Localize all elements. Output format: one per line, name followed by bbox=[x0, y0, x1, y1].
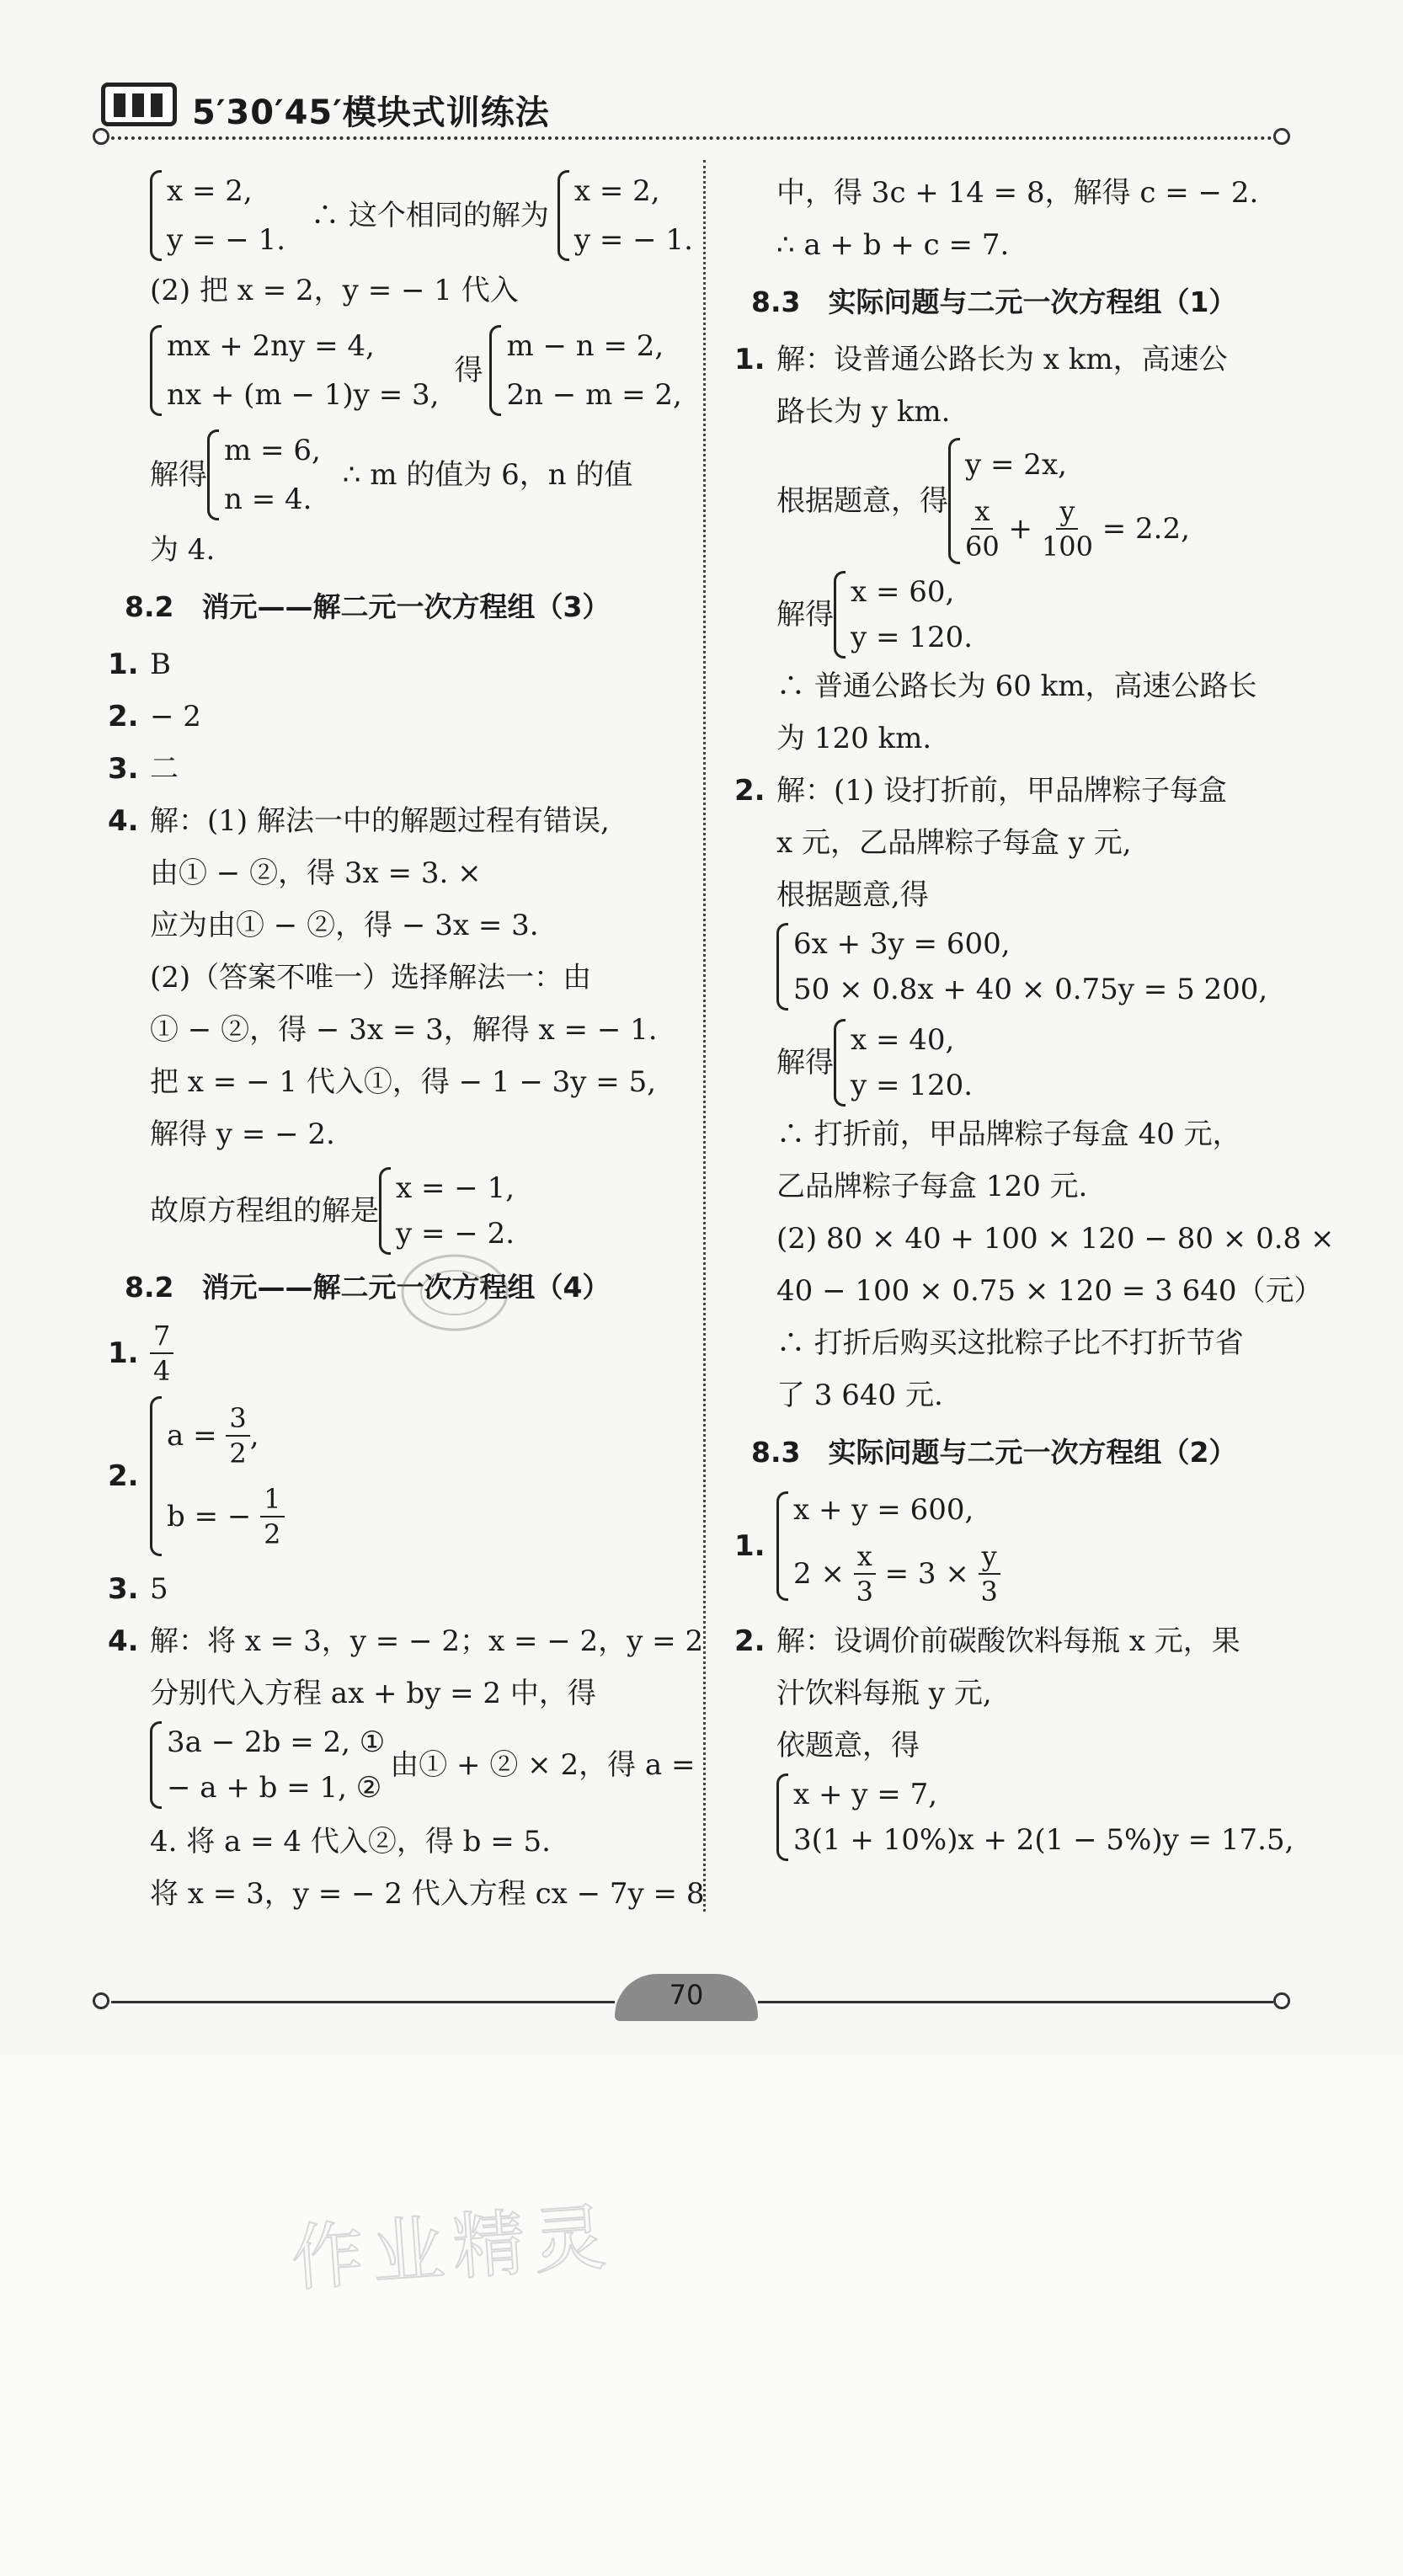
answer-item: 2. a = $\frac{3}{2}$ , b = − $\frac{1}{2}$ bbox=[108, 1396, 697, 1556]
equation-system: m − n = 2, 2n − m = 2, bbox=[489, 322, 681, 419]
answer-text: ∴ m 的值为 6，n 的值 bbox=[342, 458, 633, 492]
section-heading: 8.2 消元——解二元一次方程组（4） bbox=[125, 1271, 611, 1304]
equation-system: a = $\frac{3}{2}$ , b = − $\frac{1}{2}$ bbox=[150, 1396, 285, 1556]
answer-line: (2)（答案不唯一）选择解法一：由 bbox=[150, 961, 592, 995]
footer-circle-right bbox=[1273, 1992, 1290, 2009]
equation-system: y = 2x, $\frac{x}{60}$ + $\frac{y}{100}$ = 2.2, bbox=[948, 438, 1190, 564]
answer-item: 2. 解：(1) 设打折前，甲品牌粽子每盒 bbox=[734, 774, 1227, 808]
header-dotted-line bbox=[111, 136, 1286, 140]
answer-line bbox=[108, 426, 697, 524]
answer-line: 中，得 3c + 14 = 8，解得 c = − 2. bbox=[776, 176, 1259, 210]
answer-item: 4. 解：(1) 解法一中的解题过程有错误, bbox=[108, 804, 610, 838]
answer-text: 解得 bbox=[776, 1046, 834, 1080]
equation-system: x + y = 600, 2 × $\frac{x}{3}$ = 3 × $\frac{y}{3}$ bbox=[776, 1484, 1000, 1608]
answer-line: 汁饮料每瓶 y 元, bbox=[776, 1677, 992, 1710]
equation-system: x = − 1, y = − 2. bbox=[379, 1165, 515, 1256]
answer-item: 1. x + y = 600, 2 × $\frac{x}{3}$ = 3 × $\frac{y}{3}$ bbox=[734, 1484, 1324, 1608]
answer-line: 了 3 640 元. bbox=[776, 1379, 943, 1412]
answer-text: ∴ 这个相同的解为 bbox=[311, 199, 549, 232]
page-number: 70 bbox=[669, 1979, 704, 2011]
answer-line: (2) 80 × 40 + 100 × 120 − 80 × 0.8 × bbox=[776, 1222, 1335, 1256]
left-column bbox=[108, 167, 705, 1920]
header-title: 5′30′45′模块式训练法 bbox=[192, 93, 550, 132]
answer-line: 4. 将 a = 4 代入②，得 b = 5. bbox=[150, 1825, 551, 1859]
answer-line: 依题意，得 bbox=[776, 1729, 920, 1763]
column-divider bbox=[703, 160, 706, 1912]
answer-line: 解得 y = − 2. bbox=[150, 1117, 335, 1151]
answer-line bbox=[734, 569, 1324, 660]
answer-line: 分别代入方程 ax + by = 2 中，得 bbox=[150, 1677, 596, 1710]
answer-line: 为 4. bbox=[150, 533, 216, 567]
answer-line: ∴ 打折后购买这批粽子比不打折节省 bbox=[776, 1326, 1244, 1360]
answer-line: 乙品牌粽子每盒 120 元. bbox=[776, 1170, 1088, 1203]
answer-line bbox=[734, 438, 1324, 564]
page-header bbox=[101, 74, 1297, 141]
equation-system: x + y = 7, 3(1 + 10%)x + 2(1 − 5%)y = 17.5, bbox=[776, 1772, 1294, 1863]
section-heading: 8.2 消元——解二元一次方程组（3） bbox=[125, 590, 611, 623]
section-heading: 8.3 实际问题与二元一次方程组（1） bbox=[751, 285, 1237, 318]
footer-line-right bbox=[758, 2001, 1273, 2003]
header-circle-left bbox=[93, 128, 109, 145]
book-logo-icon bbox=[101, 83, 177, 126]
answer-text: 由① + ② × 2，得 a = bbox=[390, 1748, 696, 1782]
equation-system: x = 2, y = − 1. bbox=[150, 167, 285, 264]
answer-text: 故原方程组的解是 bbox=[150, 1194, 379, 1228]
section-heading: 8.3 实际问题与二元一次方程组（2） bbox=[751, 1436, 1237, 1469]
answer-text: 根据题意，得 bbox=[776, 484, 948, 518]
footer-line-left bbox=[111, 2001, 615, 2003]
answer-line: ∴ 普通公路长为 60 km，高速公路长 bbox=[776, 669, 1257, 703]
answer-item: 1. 解：设普通公路长为 x km，高速公 bbox=[734, 343, 1228, 376]
answer-line: 路长为 y km. bbox=[776, 395, 951, 429]
answer-line bbox=[108, 322, 697, 419]
equation-system: x = 60, y = 120. bbox=[834, 569, 973, 660]
answer-line bbox=[108, 167, 697, 264]
answer-text: 得 bbox=[454, 354, 483, 387]
answer-line: x 元，乙品牌粽子每盒 y 元, bbox=[776, 826, 1132, 860]
answer-line: 为 120 km. bbox=[776, 722, 932, 755]
answer-line: (2) 把 x = 2，y = − 1 代入 bbox=[150, 274, 519, 307]
answer-line: 把 x = − 1 代入①，得 − 1 − 3y = 5, bbox=[150, 1065, 657, 1099]
answer-item: 4. 解：将 x = 3，y = − 2；x = − 2，y = 2 bbox=[108, 1624, 704, 1658]
answer-line bbox=[734, 1017, 1324, 1108]
answer-item: 1. $\frac{7}{4}$ bbox=[108, 1319, 697, 1388]
answer-line: 根据题意,得 bbox=[776, 878, 929, 912]
answer-item: 3. 二 bbox=[108, 752, 179, 786]
right-column bbox=[734, 167, 1335, 1863]
answer-line: 将 x = 3，y = − 2 代入方程 cx − 7y = 8 bbox=[150, 1877, 705, 1911]
equation-system: m = 6, n = 4. bbox=[207, 426, 321, 524]
equation-system: x = 40, y = 120. bbox=[834, 1017, 973, 1108]
fraction: $\frac{7}{4}$ bbox=[150, 1319, 173, 1388]
equation-system: 6x + 3y = 600, 50 × 0.8x + 40 × 0.75y = 5 200, bbox=[776, 921, 1267, 1012]
header-circle-right bbox=[1273, 128, 1290, 145]
blank-area bbox=[0, 2055, 1403, 2576]
equation-system: mx + 2ny = 4, nx + (m − 1)y = 3, bbox=[150, 322, 439, 419]
answer-item: 3. 5 bbox=[108, 1572, 168, 1606]
answer-line: 40 − 100 × 0.75 × 120 = 3 640（元） bbox=[776, 1274, 1323, 1308]
answer-item: 2. 解：设调价前碳酸饮料每瓶 x 元，果 bbox=[734, 1624, 1240, 1658]
answer-item: 2. − 2 bbox=[108, 700, 201, 733]
answer-line bbox=[108, 1720, 697, 1811]
answer-line bbox=[108, 1165, 697, 1256]
answer-text: 解得 bbox=[150, 458, 207, 492]
answer-text: 解得 bbox=[776, 598, 834, 632]
watermark: 作业精灵 bbox=[288, 2195, 617, 2302]
stamp-icon bbox=[396, 1246, 514, 1339]
equation-system: 3a − 2b = 2, ① − a + b = 1, ② bbox=[150, 1720, 385, 1811]
equation-system: x = 2, y = − 1. bbox=[557, 167, 693, 264]
answer-line: ① − ②，得 − 3x = 3，解得 x = − 1. bbox=[150, 1013, 658, 1047]
answer-line: 由① − ②，得 3x = 3. × bbox=[150, 856, 482, 890]
answer-line: ∴ 打折前，甲品牌粽子每盒 40 元， bbox=[776, 1117, 1241, 1151]
page-footer bbox=[101, 1971, 1297, 2038]
answer-line bbox=[734, 921, 1324, 1012]
answer-item: 1. B bbox=[108, 648, 171, 681]
answer-line: 应为由① − ②，得 − 3x = 3. bbox=[150, 909, 539, 942]
footer-circle-left bbox=[93, 1992, 109, 2009]
answer-line: ∴ a + b + c = 7. bbox=[776, 228, 1010, 262]
answer-line bbox=[734, 1772, 1324, 1863]
